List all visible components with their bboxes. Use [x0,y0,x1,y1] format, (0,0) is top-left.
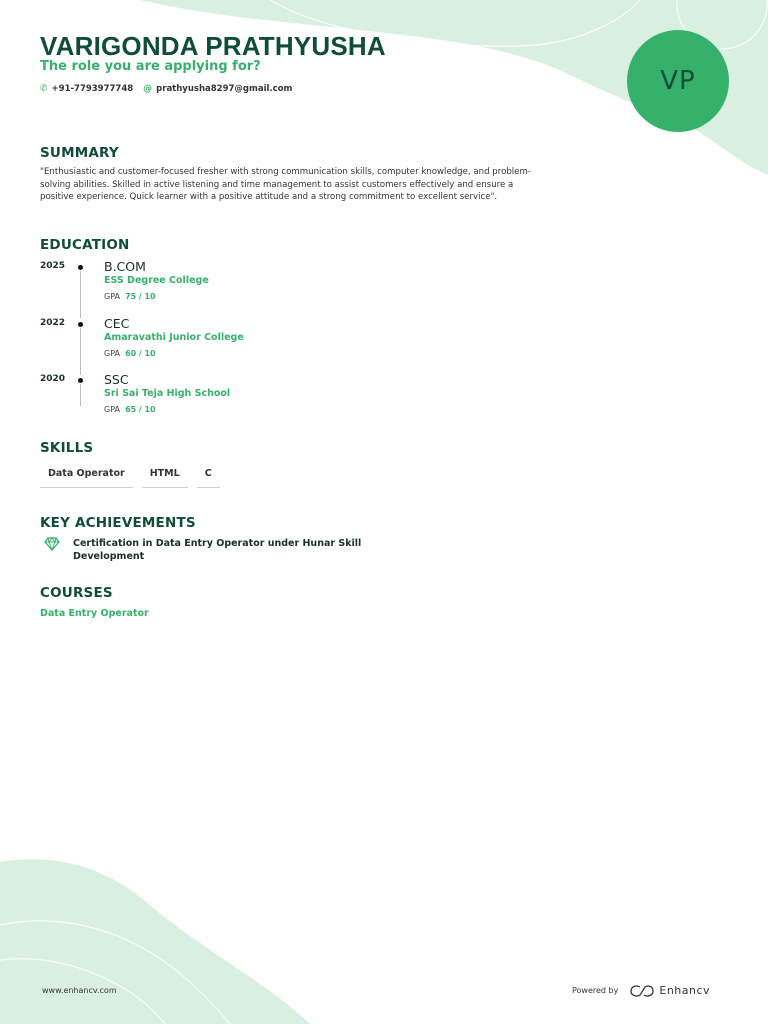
summary-heading: SUMMARY [40,145,119,161]
gpa-value: 60 [125,349,137,358]
gpa-label: GPA [104,405,120,414]
education-year: 2022 [40,318,66,328]
email-item[interactable] [143,84,292,94]
gpa-value: 65 [125,405,137,414]
brand-logo[interactable] [630,984,710,997]
phone-number: +91-7793977748 [51,84,134,94]
skill-tag: C [197,466,220,488]
timeline-dot [78,322,83,327]
phone-item[interactable] [40,84,133,94]
role-title: The role you are applying for? [40,59,261,74]
skill-tag: Data Operator [40,466,133,488]
education-degree: SSC [104,372,129,387]
timeline-line [80,384,81,406]
achievement-text: Certification in Data Entry Operator under Hunar Skill Development [73,538,362,562]
phone-icon: ✆ [40,84,48,94]
timeline-line [80,328,81,375]
powered-by [572,984,710,997]
timeline-dot [78,265,83,270]
candidate-name: VARIGONDA PRATHYUSHA [40,31,386,61]
education-degree: B.COM [104,259,146,274]
skills-heading: SKILLS [40,440,94,456]
education-heading: EDUCATION [40,237,130,253]
education-school: ESS Degree College [104,275,209,286]
brand-name: Enhancv [659,984,711,997]
at-icon: @ [143,84,153,94]
education-year: 2020 [40,374,66,384]
course-item: Data Entry Operator [40,608,149,619]
education-gpa [104,349,156,358]
education-year: 2025 [40,261,66,271]
gpa-max: / 10 [138,349,156,358]
gpa-label: GPA [104,349,120,358]
enhancv-logo-icon [630,985,654,997]
achievements-heading: KEY ACHIEVEMENTS [40,515,196,531]
email-address: prathyusha8297@gmail.com [156,84,293,94]
education-gpa [104,292,156,301]
education-school: Sri Sai Teja High School [104,388,231,399]
education-gpa [104,405,156,414]
achievement-item [44,537,373,563]
courses-heading: COURSES [40,585,113,601]
education-school: Amaravathi Junior College [104,332,244,343]
avatar: VP [627,30,729,132]
gpa-label: GPA [104,292,120,301]
timeline-line [80,271,81,318]
powered-by-label: Powered by [572,986,619,995]
skills-list [40,466,220,488]
skill-tag: HTML [142,466,188,488]
timeline-dot [78,378,83,383]
gpa-value: 75 [125,292,137,301]
gpa-max: / 10 [138,292,156,301]
footer-url-link[interactable]: www.enhancv.com [42,986,117,995]
diamond-icon [44,537,60,551]
summary-text: "Enthusiastic and customer-focused fresher with strong communication skills, computer knowledge, and problem-solving abilities. Skilled in active listening and time management to assist customers effectively and ensure a positive experience. Quick learner with a positive attitude and a strong commitment to excellent service". [40,167,531,202]
education-degree: CEC [104,316,130,331]
gpa-max: / 10 [138,405,156,414]
contact-row [40,84,292,94]
